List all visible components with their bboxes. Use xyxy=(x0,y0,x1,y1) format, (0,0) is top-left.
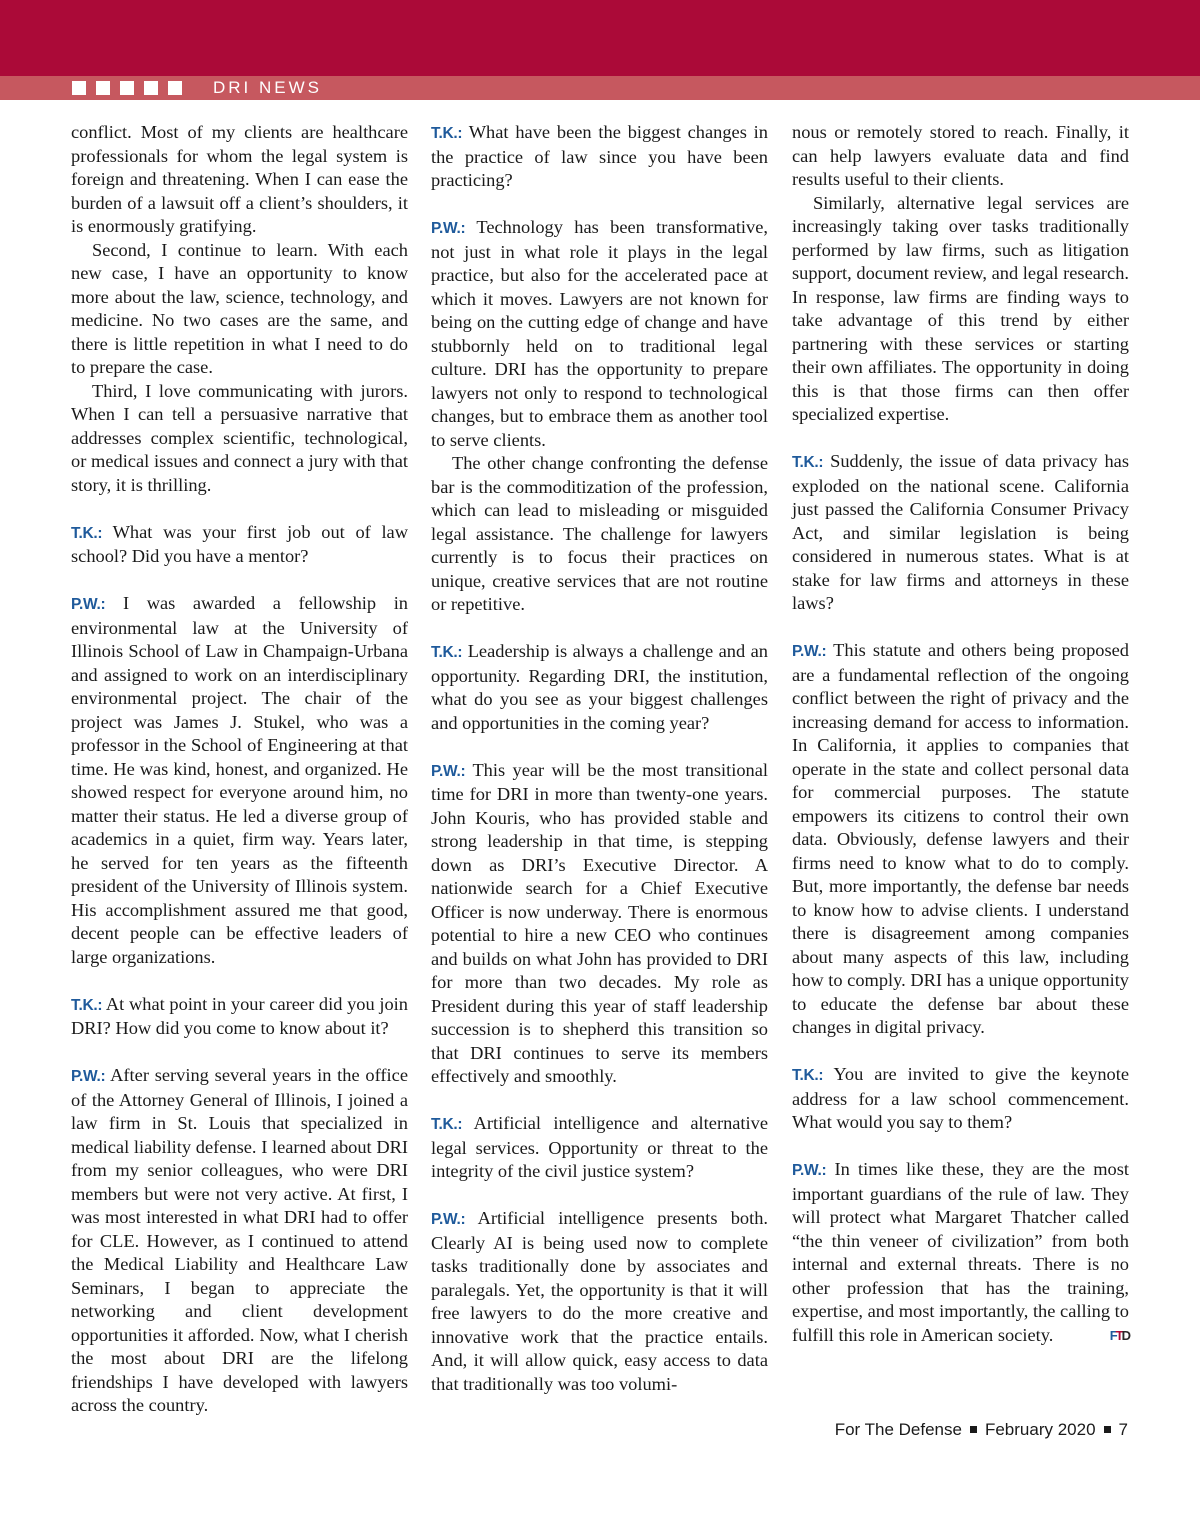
speaker-label-pw: P.W.: xyxy=(431,762,466,780)
speaker-label-tk: T.K.: xyxy=(792,454,824,471)
speaker-label-tk: T.K.: xyxy=(431,1116,463,1133)
column-3 xyxy=(792,121,1129,1347)
column-1 xyxy=(71,121,408,1418)
answer xyxy=(792,639,1129,1040)
page-footer xyxy=(835,1420,1128,1440)
paragraph: Similarly, alternative legal services are increasingly taking over tasks traditionally performed by law firms, such as litigation support, document review, and legal research. In response, law firms are finding ways to take advantage of this trend by either partnering with these services or starting their own affiliates. The opportunity in doing this is that those firms can then offer specialized expertise. xyxy=(792,192,1129,424)
publication-name: For The Defense xyxy=(834,1420,962,1439)
speaker-label-pw: P.W.: xyxy=(431,1211,466,1228)
question xyxy=(71,521,408,569)
question-text: At what point in your career did you join DRI? How did you come to know about it? xyxy=(71,993,408,1038)
answer-text: This statute and others being proposed are a fundamental reflection of the ongoing conflict between the right of privacy and the increasing demand for access to information. In California, it applies to companies that operate in the state and collect personal data for commercial purposes. The statute empowers its citizens to control their own data. Obviously, defense lawyers and their firms need to know what to do to comply. But, more importantly, the defense bar needs to know how to advise clients. I understand there is disagreement among companies about many aspects of this law, including how to comply. DRI has a unique opportunity to educate the defense bar about these changes in digital privacy. xyxy=(792,640,1130,1037)
speaker-label-tk: T.K.: xyxy=(431,125,463,142)
issue-date: February 2020 xyxy=(984,1420,1096,1439)
paragraph: conflict. Most of my clients are healthcare professionals for whom the legal system is foreign and threatening. When I can ease the burden of a lawsuit off a client’s shoulders, it is enormously gratifying. xyxy=(71,122,408,236)
answer xyxy=(71,1064,408,1418)
answer-text: After serving several years in the office of the Attorney General of Illinois, I joined a law firm in St. Louis that specialized in medical liability defense. I learned about DRI from my senior colleagues, who were DRI members but were not very active. At first, I was most interested in what DRI had to offer for CLE. However, as I continued to attend the Medical Liability and Healthcare Law Seminars, I began to appreciate the networking and client development opportunities it afforded. Now, what I cherish the most about DRI are the lifelong friendships I have developed with lawyers across the country. xyxy=(71,1065,408,1415)
section-band xyxy=(0,76,1200,100)
answer xyxy=(71,592,408,969)
question-text: What was your first job out of law school? Did you have a mentor? xyxy=(71,521,408,566)
bullet-icon xyxy=(970,1426,977,1433)
paragraph: The other change confronting the defense bar is the commoditization of the profession, which can lead to misleading or misguided legal assistance. The challenge for lawyers currently is to focus their practices on unique, creative services that are not routine or repetitive. xyxy=(431,453,768,614)
question xyxy=(431,640,768,735)
speaker-label-tk: T.K.: xyxy=(792,1067,824,1084)
question-text: Suddenly, the issue of data privacy has exploded on the national scene. California just passed the California Consumer Privacy Act, and similar legislation is being considered in numerous states. What is at stake for law firms and attorneys in these laws? xyxy=(792,451,1129,613)
square-icon xyxy=(72,81,86,95)
section-label: DRI NEWS xyxy=(213,78,322,97)
question xyxy=(431,1112,768,1184)
paragraph: Third, I love communicating with jurors. When I can tell a persuasive narrative that addresses complex scientific, technological, or medical issues and connect a jury with that story, it is thrilling. xyxy=(71,380,408,495)
question-text: You are invited to give the keynote address for a law school commencement. What would you say to them? xyxy=(792,1064,1130,1132)
square-icon xyxy=(168,81,182,95)
square-icon xyxy=(96,81,110,95)
answer-text: Artificial intelligence presents both. Clearly AI is being used now to complete tasks traditionally done by associates and paralegals. Yet, the opportunity is that it will free lawyers to do the more creative and innovative work that the practice entails. And, it will allow quick, easy access to data that traditionally was too volumi- xyxy=(431,1208,768,1394)
square-icon xyxy=(120,81,134,95)
speaker-label-pw: P.W.: xyxy=(71,596,106,613)
answer-text: I was awarded a fellowship in environmental law at the University of Illinois School of Law in Champaign-Urbana and assigned to work on an interdisciplinary environmental project. The chair of the project was James J. Stukel, who was a professor in the School of Engineering at that time. He was kind, honest, and organized. He showed respect for everyone around him, no matter their status. He led a diverse group of academics in a quiet, firm way. Years later, he served for ten years as the fifteenth president of the University of Illinois system. His accomplishment assured me that good, decent people can be effective leaders of large organizations. xyxy=(71,593,408,967)
answer xyxy=(792,1158,1129,1347)
answer-text: This year will be the most transitional time for DRI in more than twenty-one years. John Kouris, who has provided stable and strong leadership in that time, is stepping down as DRI’s Executive Director. A nationwide search for a Chief Executive Officer is now underway. There is enormous potential to hire a new CEO who continues and builds on what John has provided to DRI for more than two decades. My role as President during this year of staff leadership succession is to shepherd this transition so that DRI continues to serve its members effectively and smoothly. xyxy=(431,759,768,1086)
speaker-label-pw: P.W.: xyxy=(792,643,827,660)
question xyxy=(792,450,1129,616)
speaker-label-tk: T.K.: xyxy=(71,996,103,1014)
paragraph: nous or remotely stored to reach. Finally, it can help lawyers evaluate data and find results useful to their clients. xyxy=(792,122,1129,189)
speaker-label-pw: P.W.: xyxy=(792,1162,827,1179)
speaker-label-pw: P.W.: xyxy=(71,1068,106,1085)
end-mark-logo: FTD xyxy=(1109,1327,1129,1343)
answer xyxy=(431,1207,768,1396)
bullet-icon xyxy=(1104,1426,1111,1433)
answer xyxy=(431,759,768,1089)
answer xyxy=(431,216,768,452)
speaker-label-tk: T.K.: xyxy=(431,644,463,661)
paragraph: Second, I continue to learn. With each new case, I have an opportunity to know more about the law, science, technology, and medicine. No two cases are the same, and there is little repetition in what I need to do to prepare the case. xyxy=(71,239,408,377)
answer-text: In times like these, they are the most important guardians of the rule of law. They will protect what Margaret Thatcher called “the thin veneer of civilization” from both internal and external threats. There is no other profession that has the training, expertise, and most importantly, the calling to fulfill this role in American society. xyxy=(792,1159,1129,1345)
decorative-squares xyxy=(72,81,192,95)
answer-text: Technology has been transformative, not just in what role it plays in the legal practice, but also for the accelerated pace at which it moves. Lawyers are not known for being on the cutting edge of change and have stubbornly held on to traditional legal culture. DRI has the opportunity to prepare lawyers not only to respond to technological changes, but to embrace them as another tool to serve clients. xyxy=(431,217,768,450)
header-red-bar xyxy=(0,0,1200,76)
speaker-label-tk: T.K.: xyxy=(71,524,103,542)
question xyxy=(792,1063,1129,1135)
question-text: Leadership is always a challenge and an opportunity. Regarding DRI, the institution, what do you see as your biggest challenges and opportunities in the coming year? xyxy=(431,641,768,733)
column-2 xyxy=(431,121,768,1396)
square-icon xyxy=(144,81,158,95)
page-number: 7 xyxy=(1118,1420,1128,1439)
question xyxy=(71,993,408,1041)
question-text: What have been the biggest changes in the practice of law since you have been practicing? xyxy=(431,122,768,190)
speaker-label-pw: P.W.: xyxy=(431,220,466,237)
question-text: Artificial intelligence and alternative legal services. Opportunity or threat to the integrity of the civil justice system? xyxy=(431,1113,768,1181)
question xyxy=(431,121,768,193)
